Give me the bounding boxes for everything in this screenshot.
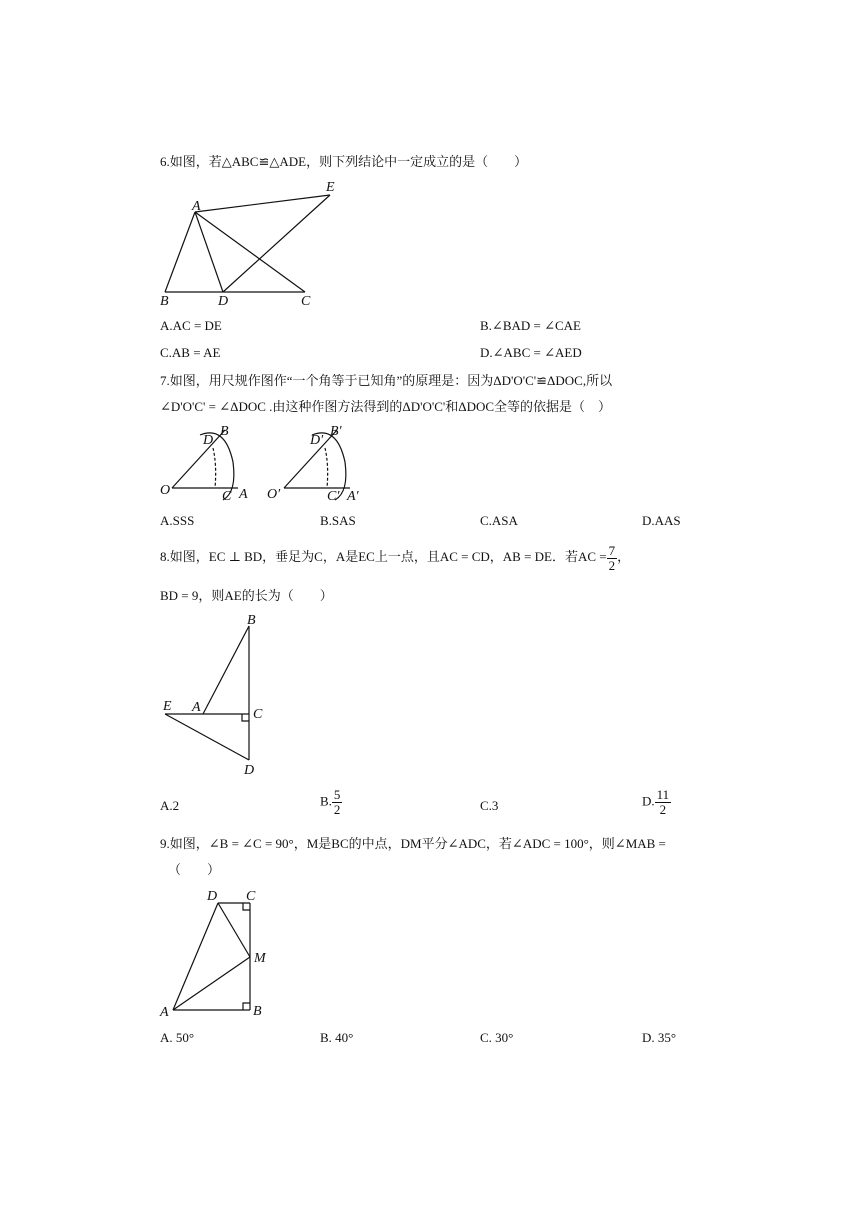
q7-option-c: C.ASA bbox=[480, 513, 518, 528]
q8-stem-line1 bbox=[160, 542, 630, 573]
q8-option-d bbox=[642, 788, 671, 817]
q7-label-a-prime: A′ bbox=[347, 489, 359, 504]
q8-option-b-fraction bbox=[332, 788, 343, 817]
q7-label-c: C bbox=[222, 489, 232, 504]
q8-label-a: A bbox=[192, 700, 201, 715]
q8-label-c: C bbox=[253, 707, 263, 722]
q8-label-e: E bbox=[163, 699, 172, 714]
q8-fraction bbox=[607, 544, 618, 573]
q9-option-c: C. 30° bbox=[480, 1030, 514, 1045]
q7-label-o-prime: O′ bbox=[267, 487, 281, 502]
q8-option-d-denominator: 2 bbox=[659, 802, 667, 817]
q8-option-d-prefix: D. bbox=[642, 793, 655, 809]
q6-label-c: C bbox=[301, 294, 311, 309]
q8-fraction-denominator: 2 bbox=[608, 557, 616, 573]
q9-stem-line2: （ ） bbox=[168, 862, 221, 877]
q7-option-d: D.AAS bbox=[642, 513, 681, 528]
q7-option-b: B.SAS bbox=[320, 513, 356, 528]
q8-option-d-numerator: 11 bbox=[656, 787, 670, 802]
q8-label-b: B bbox=[247, 613, 256, 628]
q9-option-a: A. 50° bbox=[160, 1030, 195, 1045]
q7-label-o: O bbox=[160, 483, 171, 498]
q7-label-d-prime: D′ bbox=[310, 433, 324, 448]
q9-option-b: B. 40° bbox=[320, 1030, 354, 1045]
q8-option-b-numerator: 5 bbox=[333, 787, 341, 802]
q6-label-a: A bbox=[192, 199, 201, 214]
q9-label-m: M bbox=[254, 951, 266, 966]
q7-label-b: B bbox=[220, 424, 229, 439]
q9-option-d: D. 35° bbox=[642, 1030, 677, 1045]
q7-option-a: A.SSS bbox=[160, 513, 195, 528]
q6-option-c: C.AB = AE bbox=[160, 345, 221, 360]
q7-label-b-prime: B′ bbox=[330, 424, 342, 439]
q8-stem-line2: BD = 9，则AE的长为（ ） bbox=[160, 588, 333, 603]
q7-stem-line1: 7.如图，用尺规作图作“一个角等于已知角”的原理是：因为ΔD'O'C'≌ΔDOC,所以 bbox=[160, 373, 613, 388]
q6-label-b: B bbox=[160, 294, 169, 309]
q6-option-d: D.∠ABC = ∠AED bbox=[480, 345, 582, 360]
q8-label-d: D bbox=[244, 763, 255, 778]
q9-label-b: B bbox=[253, 1004, 262, 1019]
q8-option-b-prefix: B. bbox=[320, 793, 332, 809]
q8-option-a: A.2 bbox=[160, 798, 180, 813]
q8-option-b bbox=[320, 788, 342, 817]
q8-fraction-numerator: 7 bbox=[608, 542, 616, 558]
q6-figure bbox=[150, 178, 350, 313]
q6-option-a: A.AC = DE bbox=[160, 318, 222, 333]
q6-label-d: D bbox=[218, 294, 229, 309]
q8-option-d-fraction bbox=[655, 788, 672, 817]
q6-option-b: B.∠BAD = ∠CAE bbox=[480, 318, 581, 333]
q7-figure-right bbox=[262, 420, 392, 505]
q6-label-e: E bbox=[326, 180, 335, 195]
q7-stem-line2: ∠D'O'C' = ∠ΔDOC .由这种作图方法得到的ΔD'O'C'和ΔDOC全等的依据是（ ） bbox=[160, 399, 612, 414]
q8-option-c: C.3 bbox=[480, 798, 499, 813]
q8-figure bbox=[155, 610, 285, 780]
q7-label-c-prime: C′ bbox=[327, 489, 340, 504]
q7-label-a: A bbox=[239, 487, 248, 502]
q7-label-d: D bbox=[203, 433, 214, 448]
q6-stem: 6.如图，若△ABC≌△ADE，则下列结论中一定成立的是（ ） bbox=[160, 154, 528, 169]
q8-option-b-denominator: 2 bbox=[333, 802, 341, 817]
q9-figure bbox=[155, 885, 285, 1025]
q8-stem-line1-text: 8.如图，EC ⊥ BD，垂足为C，A是EC上一点，且AC = CD，AB = DE．若AC = bbox=[160, 549, 607, 564]
q9-label-d: D bbox=[207, 889, 218, 904]
q9-stem-line1: 9.如图，∠B = ∠C = 90°，M是BC的中点，DM平分∠ADC，若∠ADC = 100°，则∠MAB = bbox=[160, 836, 666, 851]
q8-stem-line1-end: ， bbox=[617, 549, 631, 564]
q9-label-c: C bbox=[246, 889, 256, 904]
q9-label-a: A bbox=[160, 1005, 169, 1020]
